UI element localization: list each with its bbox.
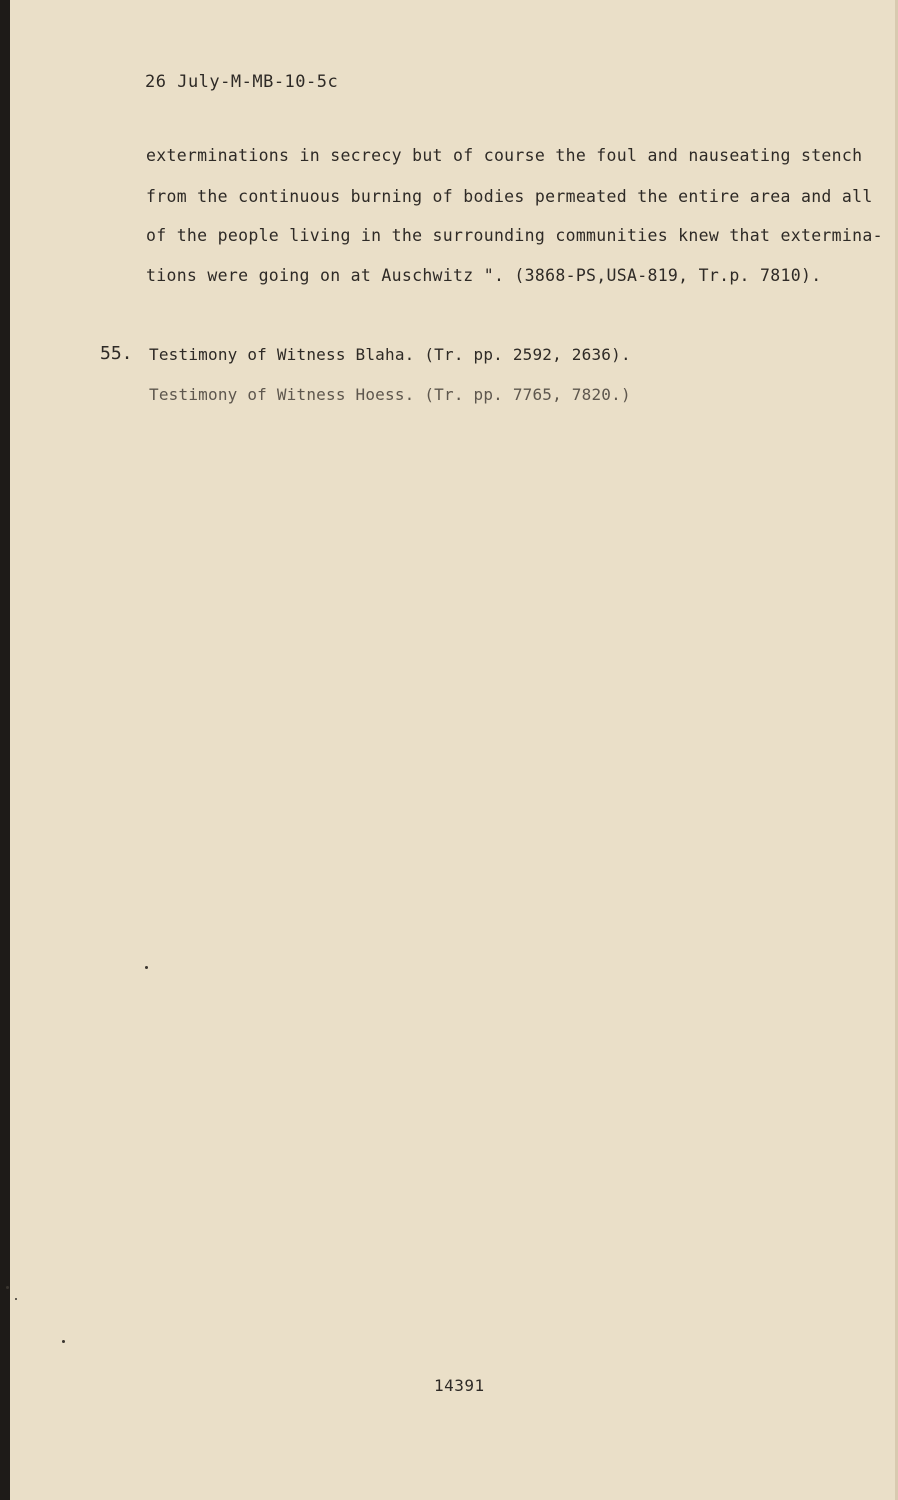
paragraph-line: tions were going on at Auschwitz ". (3868-PS,USA-819, Tr.p. 7810). [146, 266, 822, 285]
paragraph-line: of the people living in the surrounding communities knew that extermina- [146, 226, 883, 245]
paragraph-line: exterminations in secrecy but of course the foul and nauseating stench [146, 146, 863, 165]
page-binding-edge [0, 0, 10, 1500]
page-number: 14391 [434, 1376, 485, 1395]
item-line: Testimony of Witness Blaha. (Tr. pp. 2592, 2636). [149, 345, 631, 364]
paper-speck [15, 1298, 17, 1300]
paper-speck [145, 966, 148, 969]
header-code: 26 July-M-MB-10-5c [145, 72, 339, 92]
paper-speck [6, 1286, 9, 1289]
item-number: 55. [100, 343, 133, 364]
paragraph-line: from the continuous burning of bodies permeated the entire area and all [146, 187, 873, 206]
paper-speck [62, 1340, 65, 1343]
item-line: Testimony of Witness Hoess. (Tr. pp. 7765, 7820.) [149, 385, 631, 404]
